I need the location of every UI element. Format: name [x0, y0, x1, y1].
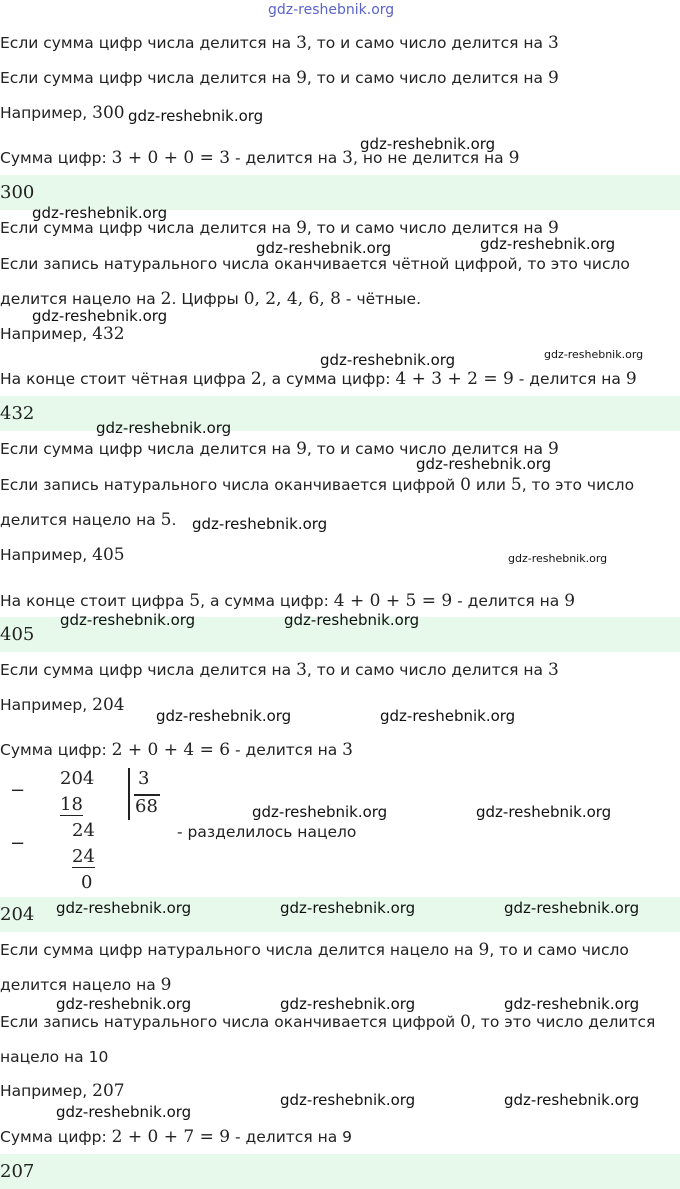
rule-line-2: Если сумма цифр числа делится на 9, то и само число делится на 9: [0, 68, 559, 88]
divisor: 3: [138, 768, 150, 789]
answer-value: 300: [0, 182, 35, 203]
watermark: gdz-reshebnik.org: [284, 611, 420, 629]
answer-value: 207: [0, 1161, 35, 1182]
rule-line-9: Если запись натурального числа оканчивается цифрой 0, то это число делится: [0, 1012, 656, 1032]
division-note: - разделилось нацело: [177, 823, 357, 841]
watermark: gdz-reshebnik.org: [56, 899, 192, 917]
rule-line-7: Если сумма цифр числа делится на 3, то и само число делится на 3: [0, 660, 559, 680]
watermark: gdz-reshebnik.org: [280, 1091, 416, 1109]
rule-line-4: Если запись натурального числа оканчивается чётной цифрой, то это число: [0, 255, 630, 273]
rule-line-5: Если сумма цифр числа делится на 9, то и само число делится на 9: [0, 439, 559, 459]
rule-line-8: Если сумма цифр натурального числа делится нацело на 9, то и само число: [0, 940, 629, 960]
subtrahend-2: 24: [72, 846, 95, 867]
watermark: gdz-reshebnik.org: [280, 995, 416, 1013]
digit-sum-line-207: Сумма цифр: 2 + 0 + 7 = 9 - делится на 9: [0, 1127, 352, 1147]
subtrahend-1: 18: [60, 794, 83, 815]
watermark: gdz-reshebnik.org: [280, 899, 416, 917]
division-bar: [128, 768, 130, 820]
watermark: gdz-reshebnik.org: [156, 707, 292, 725]
watermark: gdz-reshebnik.org: [32, 204, 168, 222]
watermark: gdz-reshebnik.org: [56, 1103, 192, 1121]
digit-sum-line-204: Сумма цифр: 2 + 0 + 4 = 6 - делится на 3: [0, 740, 353, 760]
watermark-top: gdz-reshebnik.org: [268, 2, 395, 18]
minus-sign: −: [10, 833, 26, 854]
watermark: gdz-reshebnik.org: [416, 455, 552, 473]
watermark: gdz-reshebnik.org: [56, 995, 192, 1013]
watermark: gdz-reshebnik.org: [256, 239, 392, 257]
watermark: gdz-reshebnik.org: [504, 1091, 640, 1109]
digit-sum-line-405: На конце стоит цифра 5, а сумма цифр: 4 + 0 + 5 = 9 - делится на 9: [0, 591, 576, 611]
answer-value: 432: [0, 403, 35, 424]
example-line-204: Например, 204: [0, 695, 125, 715]
rule-line-1: Если сумма цифр числа делится на 3, то и само число делится на 3: [0, 33, 559, 53]
watermark: gdz-reshebnik.org: [504, 995, 640, 1013]
remainder-1: 24: [72, 820, 95, 841]
digit-sum-line-432: На конце стоит чётная цифра 2, а сумма цифр: 4 + 3 + 2 = 9 - делится на 9: [0, 369, 637, 389]
watermark: gdz-reshebnik.org: [252, 803, 388, 821]
watermark: gdz-reshebnik.org: [476, 803, 612, 821]
example-line-405: Например, 405: [0, 545, 125, 565]
watermark: gdz-reshebnik.org: [128, 107, 264, 125]
answer-value: 405: [0, 624, 35, 645]
rule-line-6b: делится нацело на 5.: [0, 510, 177, 530]
minus-sign: −: [10, 780, 26, 801]
watermark: gdz-reshebnik.org: [320, 351, 456, 369]
watermark: gdz-reshebnik.org: [32, 307, 168, 325]
answer-band-207: [0, 1154, 680, 1189]
example-line-207: Например, 207: [0, 1081, 125, 1101]
rule-line-3: Если сумма цифр числа делится на 9, то и само число делится на 9: [0, 218, 559, 238]
remainder-final: 0: [81, 872, 93, 893]
example-line-300: Например, 300: [0, 103, 125, 123]
rule-line-4b: делится нацело на 2. Цифры 0, 2, 4, 6, 8 - чётные.: [0, 289, 422, 309]
answer-value: 204: [0, 904, 35, 925]
example-line-432: Например, 432: [0, 324, 125, 344]
watermark: gdz-reshebnik.org: [96, 419, 232, 437]
watermark: gdz-reshebnik.org: [380, 707, 516, 725]
quotient: 68: [135, 796, 158, 817]
watermark: gdz-reshebnik.org: [60, 611, 196, 629]
rule-line-6: Если запись натурального числа оканчивается цифрой 0 или 5, то это число: [0, 475, 635, 495]
watermark: gdz-reshebnik.org: [544, 348, 644, 361]
rule-line-9b: нацело на 10: [0, 1048, 109, 1066]
digit-sum-line-300: Сумма цифр: 3 + 0 + 0 = 3 - делится на 3, но не делится на 9: [0, 148, 520, 168]
watermark: gdz-reshebnik.org: [504, 899, 640, 917]
rule-line-8b: делится нацело на 9: [0, 975, 172, 995]
watermark: gdz-reshebnik.org: [480, 235, 616, 253]
watermark: gdz-reshebnik.org: [508, 552, 608, 565]
watermark: gdz-reshebnik.org: [192, 515, 328, 533]
watermark: gdz-reshebnik.org: [360, 135, 496, 153]
dividend: 204: [60, 768, 95, 789]
